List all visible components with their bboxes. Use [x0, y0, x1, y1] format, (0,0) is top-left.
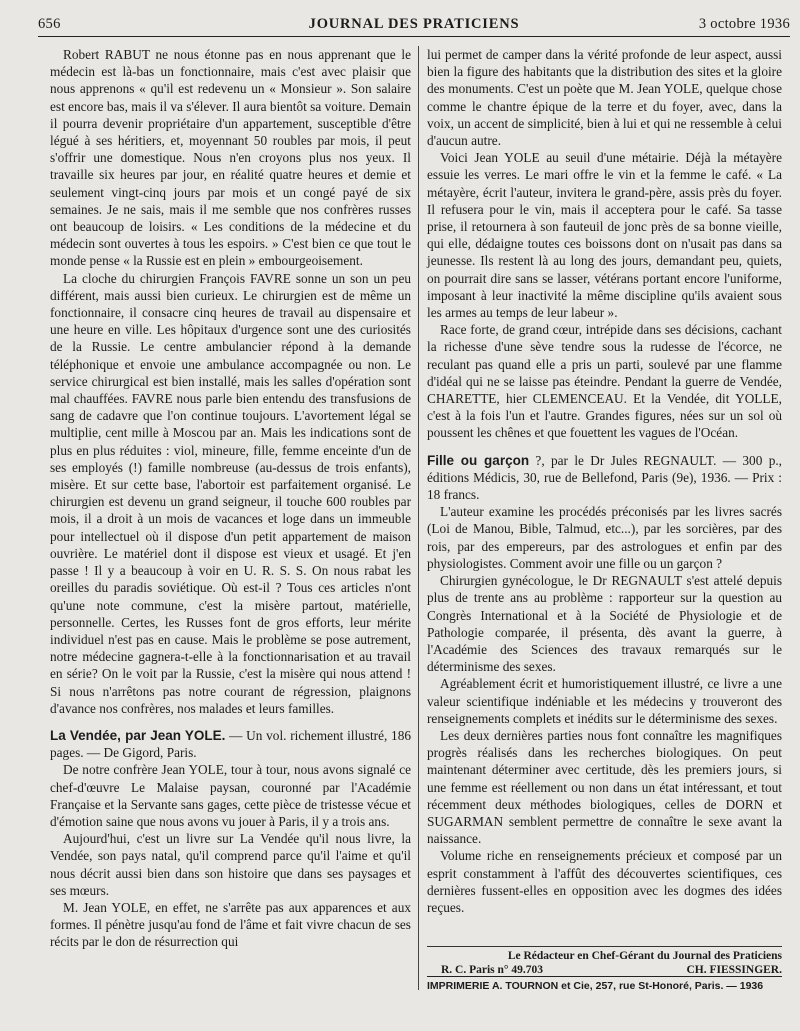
registry-line	[427, 963, 782, 977]
paragraph: Aujourd'hui, c'est un livre sur La Vendée qu'il nous livre, la Vendée, son pays natal, qu'il comprend parce qu'il l'aime et qu'il nous décrit aussi bien dans son histoire que dans ses paysages et ses mœurs.	[50, 831, 411, 898]
paragraph: Agréablement écrit et humoristiquement illustré, ce livre a une valeur scientifique indéniable et les médecins y trouveront des renseignements complets et inédits sur le déterminisme des sexes.	[427, 676, 782, 726]
review-details: ?, par le Dr Jules REGNAULT. — 300 p., éditions Médicis, 30, rue de Bellefond, Paris (9e), 1936. — Prix : 18 francs.	[427, 452, 782, 503]
journal-title: JOURNAL DES PRATICIENS	[308, 16, 520, 32]
paragraph: Volume riche en renseignements précieux et composé par un esprit constamment à l'affût des découvertes scientifiques, ces dernières fussent-elles en opposition avec les dogmes des idées reçues.	[427, 848, 782, 915]
paragraph: Chirurgien gynécologue, le Dr REGNAULT s'est attelé depuis plus de trente ans au problème : rapporteur sur la question au Congrès International et à la Société de Physiologie et de Pathologie comparée, il présenta, dès avant la guerre, à l'Académie des Sciences des travaux remarqués sur le déterminisme des sexes.	[427, 573, 782, 675]
left-column	[50, 46, 411, 951]
paragraph: La cloche du chirurgien François FAVRE sonne un son un peu différent, mais aussi bien curieux. Le chirurgien est de même un fonctionnaire, il consacre cinq heures de travail au dispensaire et une heure en ville. Les hôpitaux d'urgence sont une des curiosités de la Russie. Le centre ambulancier répond à la demande téléphonique et envoie une ambulance accompagnée ou non. Le service chirurgical est bien installé, mais les salles d'opération sont mal chauffées. FAVRE nous parle bien entendu des transfusions de sang de cadavre que l'on continue toujours. L'avortement légal se multiplie, cent mille à Moscou par an. Mais les indications sont de plus en plus réduites : viol, mineure, fille, femme enceinte d'un de ses employés (!) famille nombreuse (au-dessus de trois enfants), misère. Et sur cette base, l'abortoir est parfaitement organisé. Le chirurgien est devenu un grand seigneur, il touche 600 roubles par mois, il a droit à un mois de vacances et loge dans un immeuble pour intellectuel où il dispose d'un petit appartement de maison ouvrière. Le matériel dont il dispose est vieux et usagé. Et j'en passe ! Il y a beaucoup à voir en U. R. S. S. On nous rabat les oreilles du paradis soviétique. Où est-il ? Tous ces articles n'ont qu'une note commune, c'est la misère partout, matérielle, personnelle. Certes, les Russes font de gros efforts, leur mérite individuel n'est pas en cause. Mais le problème se pose autrement, notre médecine gagnera-t-elle à la fonctionnarisation et au travail en série? On le voit par la Russie, c'est la misère qui nous attend ! Si nous n'arrêtons pas notre courant de régression, plaignons d'avance nos confrères, nos malades et leurs familles.	[50, 270, 411, 716]
review-heading: Fille ou garçon	[427, 452, 530, 468]
running-header	[38, 14, 790, 37]
page-number: 656	[38, 16, 61, 32]
review-entry	[50, 727, 411, 761]
paragraph: L'auteur examine les procédés préconisés par les livres sacrés (Loi de Manou, Bible, Talmud, etc...), par les sorcières, par des rois, par des empereurs, par des astrologues et enfin par des physiologistes. Comment avoir une fille ou un garçon ?	[427, 504, 782, 571]
issue-date: 3 octobre 1936	[698, 16, 790, 32]
paragraph: M. Jean YOLE, en effet, ne s'arrête pas aux apparences et aux formes. Il pénètre jusqu'au fond de l'âme et fait vivre chacun de ses récits par le don de résurrection qui	[50, 899, 411, 950]
column-divider	[418, 46, 419, 990]
paragraph: Les deux dernières parties nous font connaître les magnifiques progrès réalisés dans les recherches biologiques. On peut maintenant déterminer avec certitude, dès les premiers jours, si une femme est réellement ou non dans un état intéressant, et tout récemment deux méthodes biologiques, celles de DORN et SUGARMAN semblent permettre de connaître le sexe avant la naissance.	[427, 727, 782, 847]
review-heading: La Vendée, par Jean YOLE.	[50, 727, 226, 743]
registry-number: R. C. Paris n° 49.703	[441, 964, 544, 976]
paragraph: Voici Jean YOLE au seuil d'une métairie. Déjà la métayère essuie les verres. Le mari offre le vin et la femme le café. « La métayère, écrit l'auteur, invitera le grand-père, assis près du foyer. Il refusera pour le vin, mais il acceptera pour le café. Sa tasse prise, il retournera à son fauteuil de jonc près de sa bonne vieille, qui elle, dédaigne toutes ces boissons dont on n'usait pas dans sa jeunesse. Ils restent là au long des jours, demandant peu, quiets, on pourrait dire sans se lasser, vétérans portant encore l'uniforme, imposant à leur inactivité la même discipline qu'ils avaient sous les armes au temps de leur labeur ».	[427, 150, 782, 321]
editor-footer	[427, 946, 782, 977]
editor-line: Le Rédacteur en Chef-Gérant du Journal des Praticiens	[507, 950, 782, 962]
managing-editor: CH. FIESSINGER.	[686, 964, 782, 976]
paragraph: Robert RABUT ne nous étonne pas en nous apprenant que le médecin est là-bas un fonctionnaire, mais c'est avec plaisir que nous apprenons « qu'il est redevenu un « Monsieur ». Son salaire est encore bas, mais il va s'élever. Il aura bientôt sa voiture. Demain il pourra devenir propriétaire d'un appartement, susceptible d'être légué à ses héritiers, et, moyennant 50 roubles par mois, il peut s'offrir une domestique. Nous n'en croyons plus nos yeux. Il travaille six heures par jour, en réalité quatre heures et demie et seulement vingt-cinq jours par mois et un congé payé de six semaines. Je ne sais, mais il me semble que nos confrères russes ont beaucoup de loisirs. « Les conditions de la médecine et du médecin sont ouvertes à tous les espoirs. » C'est bien ce que tout le monde pense « la Russie est en plein » embourgeoisement.	[50, 47, 411, 269]
paragraph: Race forte, de grand cœur, intrépide dans ses décisions, cachant la richesse d'une sève tendre sous la rudesse de l'écorce, ne reculant pas quand elle a pris un parti, soulevé par une flamme d'idéal qui ne se laisse pas éteindre. Pendant la guerre de Vendée, CHARETTE, hier CLEMENCEAU. Et la Vendée, dit YOLLE, c'est à la fois l'un et l'autre. Grandes figures, nées sur un sol où poussent les chênes et que fouettent les vagues de l'Océan.	[427, 322, 782, 441]
right-column	[427, 46, 782, 916]
printer-imprint: IMPRIMERIE A. TOURNON et Cie, 257, rue St-Honoré, Paris. — 1936	[427, 976, 782, 992]
review-details: — Un vol. richement illustré, 186 pages. — De Gigord, Paris.	[50, 727, 412, 761]
review-entry	[427, 452, 782, 504]
paragraph: lui permet de camper dans la vérité profonde de leur aspect, aussi bien la figure des habitants que la distribution des sites et la gloire des monuments. C'est un poète que M. Jean YOLE, quelque chose comme le chantre épique de la terre et du foyer, avec, dans la voix, un accent de simplicité, bien à lui et qui ne ressemble à celui d'aucun autre.	[427, 47, 782, 149]
paragraph: De notre confrère Jean YOLE, tour à tour, nous avons signalé ce chef-d'œuvre Le Malaise paysan, couronné par l'Académie Française et la Servante sans gages, cette pièce de tristesse vécue et d'émotion saine que nous avons vu jouer à Paris, il y a trois ans.	[50, 762, 411, 829]
